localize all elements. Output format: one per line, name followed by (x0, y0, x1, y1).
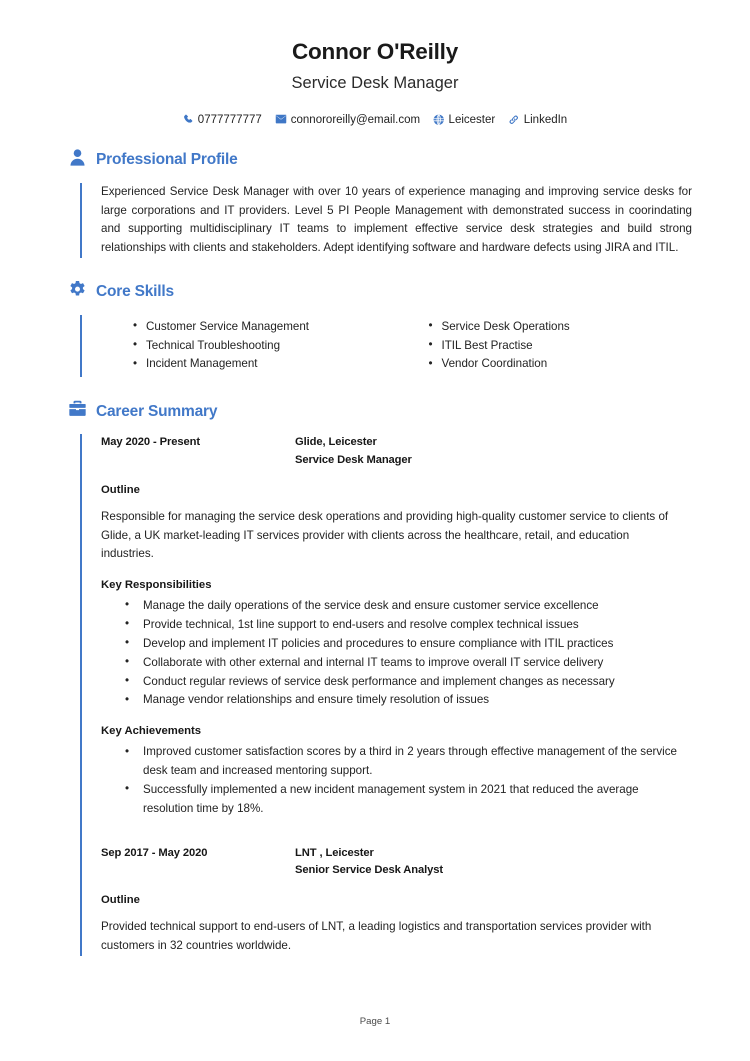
outline-paragraph: Provided technical support to end-users of LNT, a leading logistics and transportation services provider with customers in 32 countries worldwide. (101, 920, 652, 952)
responsibilities-label: Key Responsibilities (101, 579, 212, 592)
section-core-skills (0, 280, 750, 377)
section-title: Core Skills (96, 283, 174, 301)
contact-location[interactable] (433, 114, 495, 126)
career-entry-dates: May 2020 - Present (101, 436, 200, 449)
career-entry-role: Service Desk Manager (295, 453, 412, 466)
outline-label: Outline (101, 894, 140, 907)
career-entry (101, 434, 692, 818)
skills-list-right (429, 318, 693, 374)
career-entry-header (101, 434, 692, 469)
skill-item: • Technical Troubleshooting (133, 337, 397, 356)
skill-item: • Customer Service Management (133, 318, 397, 337)
career-entry-role: Senior Service Desk Analyst (295, 864, 443, 877)
page-number-label: Page 1 (359, 1016, 391, 1027)
profile-paragraph: Experienced Service Desk Manager with over 10 years of experience managing and improving service desks for large corporations and IT providers. Level 5 PI People Management with demonstrated success in coorindating and supporting multidisciplinary IT teams to implement effective service desk strategies and build strong relationships with clients and stakeholders. Adept identifying software and hardware defects using JIRA and ITIL. (101, 184, 692, 255)
briefcase-icon (68, 399, 87, 423)
gear-icon (68, 280, 87, 304)
career-entry-employer (295, 434, 692, 469)
contact-linkedin[interactable] (508, 114, 567, 126)
career-entry-employer (295, 845, 692, 880)
career-entry-dates: Sep 2017 - May 2020 (101, 846, 208, 859)
outline-paragraph: Responsible for managing the service desk operations and providing high-quality customer service to clients of Glide, a UK market-leading IT services provider with clients across the healthcare, retail, and education industries. (101, 509, 669, 561)
section-content (80, 434, 750, 956)
contact-row (0, 114, 750, 126)
section-professional-profile (0, 148, 750, 258)
skills-list-left (133, 318, 397, 374)
skill-item: • ITIL Best Practise (429, 337, 693, 356)
section-title: Career Summary (96, 402, 218, 420)
career-entry (101, 845, 692, 956)
contact-email-label: connororeilly@email.com (290, 113, 421, 126)
candidate-name: Connor O'Reilly (291, 39, 459, 64)
outline-label: Outline (101, 483, 140, 496)
achievement-item: • Improved customer satisfaction scores by a third in 2 years through effective management of the service desk team and increased mentoring support. (101, 743, 692, 781)
contact-location-label: Leicester (448, 113, 496, 126)
phone-icon (183, 114, 194, 125)
contact-linkedin-label: LinkedIn (523, 113, 568, 126)
career-entry-header (101, 845, 692, 880)
section-header (0, 280, 750, 304)
globe-icon (433, 114, 445, 126)
person-icon (68, 148, 87, 172)
contact-email[interactable] (275, 114, 420, 126)
section-content (80, 183, 750, 258)
career-entry-company: Glide, Leicester (295, 436, 377, 449)
section-header (0, 148, 750, 172)
responsibility-item: • Develop and implement IT policies and procedures to ensure compliance with ITIL practices (101, 635, 692, 654)
achievement-item: • Successfully implemented a new incident management system in 2021 that reduced the average resolution time by 18%. (101, 781, 692, 819)
contact-phone-label: 0777777777 (197, 113, 262, 126)
skills-column-right (397, 318, 693, 374)
responsibility-item: • Provide technical, 1st line support to end-users and resolve complex technical issues (101, 616, 692, 635)
career-entry-company: LNT , Leicester (295, 846, 374, 859)
section-career-summary (0, 399, 750, 956)
skill-item: • Incident Management (133, 355, 397, 374)
link-icon (508, 114, 520, 126)
skill-item: • Service Desk Operations (429, 318, 693, 337)
responsibility-item: • Conduct regular reviews of service desk performance and implement changes as necessary (101, 673, 692, 692)
achievements-label: Key Achievements (101, 725, 202, 738)
resume-header (0, 0, 750, 126)
candidate-job-title: Service Desk Manager (291, 74, 459, 92)
page-footer (0, 1016, 750, 1027)
skill-item: • Vendor Coordination (429, 355, 693, 374)
skills-columns (101, 315, 692, 377)
section-content (80, 315, 750, 377)
achievements-list (101, 743, 692, 819)
section-title: Professional Profile (96, 151, 238, 169)
responsibility-item: • Manage the daily operations of the service desk and ensure customer service excellence (101, 597, 692, 616)
responsibility-item: • Collaborate with other external and internal IT teams to improve overall IT service delivery (101, 654, 692, 673)
responsibilities-list (101, 597, 692, 710)
skills-column-left (101, 318, 397, 374)
section-header (0, 399, 750, 423)
envelope-icon (275, 114, 287, 125)
contact-phone[interactable] (183, 114, 262, 126)
responsibility-item: • Manage vendor relationships and ensure timely resolution of issues (101, 691, 692, 710)
